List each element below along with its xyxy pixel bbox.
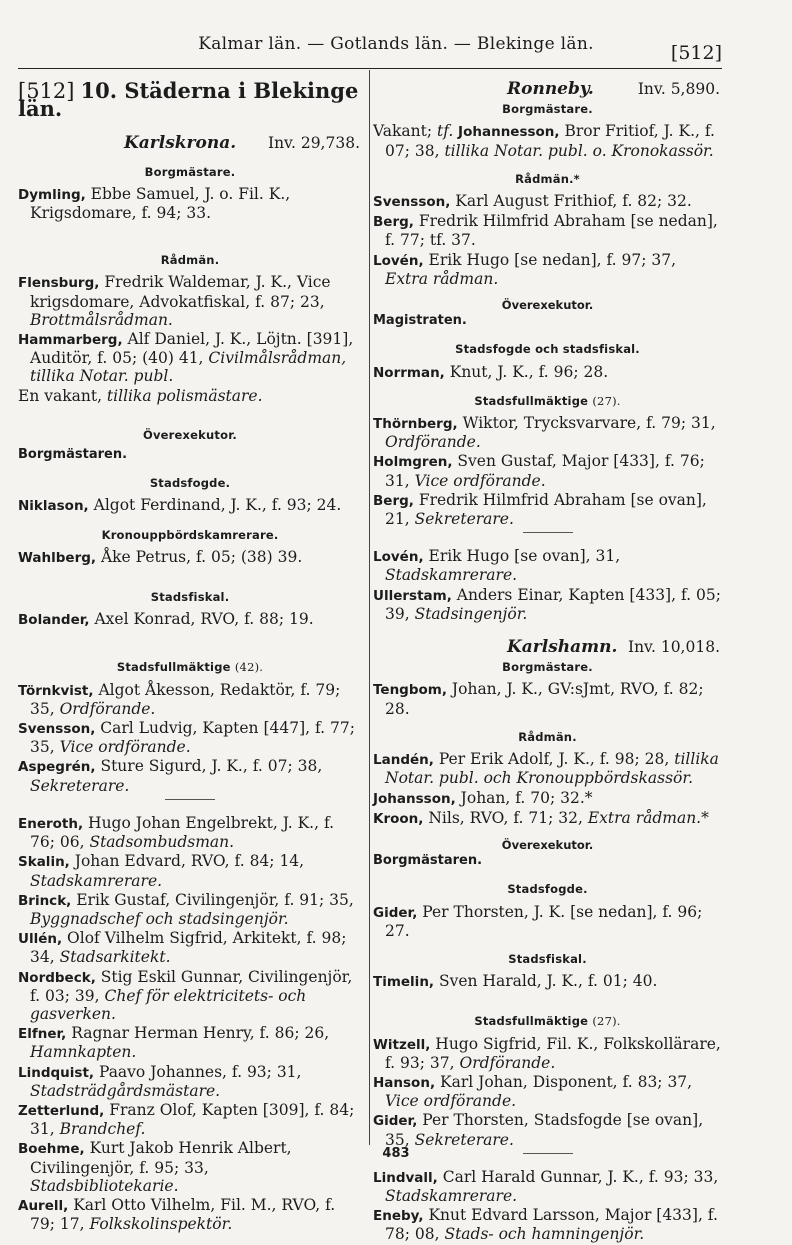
heading-stadsfullmaktige: Stadsfullmäktige (42). bbox=[116, 660, 264, 675]
heading-stadsfullmaktige: Stadsfullmäktige (27). bbox=[474, 393, 621, 408]
town-inv: Inv. 5,890. bbox=[637, 80, 720, 98]
overexekutor-value: Borgmästaren. bbox=[373, 853, 483, 869]
list-item: Vakant; tf. Johannesson, Bror Fritiof, J. K., f. 07; 38, tillika Notar. publ. o. Kronokassör. bbox=[373, 122, 715, 160]
list-item: Ullén, Olof Vilhelm Sigfrid, Arkitekt, f. 98; 34, Stadsarkitekt. bbox=[18, 929, 347, 967]
list-item: Brinck, Erik Gustaf, Civilingenjör, f. 91; 35, Byggnadschef och stadsingenjör. bbox=[18, 890, 354, 928]
list-item: Törnkvist, Algot Åkesson, Redaktör, f. 79; 35, Ordförande. bbox=[18, 680, 341, 718]
town-header-ronneby bbox=[373, 80, 722, 98]
heading-borgmastare: Borgmästare. bbox=[502, 102, 593, 117]
list-item: Berg, Fredrik Hilmfrid Abraham [se nedan], f. 77; tf. 37. bbox=[373, 212, 718, 250]
overexekutor-value: Magistraten. bbox=[373, 313, 467, 329]
town-name: Karlshamn. bbox=[507, 637, 618, 658]
list-item: Bolander, Axel Konrad, RVO, f. 88; 19. bbox=[18, 610, 314, 629]
list-item: Aspegrén, Sture Sigurd, J. K., f. 07; 38, Sekreterare. bbox=[18, 757, 323, 795]
heading-overexekutor: Överexekutor. bbox=[501, 837, 594, 852]
heading-stadsfogde: Stadsfogde. bbox=[149, 476, 231, 491]
list-item: Lovén, Erik Hugo [se nedan], f. 97; 37, Extra rådman. bbox=[373, 250, 677, 288]
right-column bbox=[373, 76, 722, 1245]
town-name: Karlskrona. bbox=[124, 133, 237, 154]
heading-stadsfogde: Stadsfogde och stadsfiskal. bbox=[455, 342, 640, 357]
overexekutor-value: Borgmästaren. bbox=[18, 447, 128, 463]
list-item: Svensson, Carl Ludvig, Kapten [447], f. 77; 35, Vice ordförande. bbox=[18, 719, 355, 757]
list-item: Landén, Per Erik Adolf, J. K., f. 98; 28, tillika Notar. publ. och Kronouppbördskassör. bbox=[373, 750, 719, 788]
page-number: 483 bbox=[382, 1146, 410, 1161]
list-item: Johansson, Johan, f. 70; 32.* bbox=[373, 788, 593, 807]
list-item: Hanson, Karl Johan, Disponent, f. 83; 37, Vice ordförande. bbox=[373, 1072, 693, 1111]
list-item: Nordbeck, Stig Eskil Gunnar, Civilingenjör, f. 03; 39, Chef för elektricitets- och gasverken. bbox=[18, 967, 353, 1023]
list-item: Niklason, Algot Ferdinand, J. K., f. 93; 24. bbox=[18, 496, 342, 515]
heading-stadsfiskal: Stadsfiskal. bbox=[508, 951, 587, 966]
town-header-karlskrona bbox=[18, 134, 362, 152]
list-item: En vakant, tillika polismästare. bbox=[18, 386, 263, 405]
divider bbox=[523, 532, 573, 533]
list-item: Gider, Per Thorsten, J. K. [se nedan], f. 96; 27. bbox=[373, 902, 703, 940]
list-item: Berg, Fredrik Hilmfrid Abraham [se ovan], 21, Sekreterare. bbox=[373, 490, 707, 529]
list-item: Boehme, Kurt Jakob Henrik Albert, Civilingenjör, f. 95; 33, Stadsbibliotekarie. bbox=[18, 1139, 292, 1195]
heading-overexekutor: Överexekutor. bbox=[143, 427, 237, 442]
town-name: Ronneby. bbox=[507, 79, 594, 99]
list-item: Norrman, Knut, J. K., f. 96; 28. bbox=[373, 362, 609, 381]
list-item: Thörnberg, Wiktor, Trycksvarvare, f. 79; 31, Ordförande. bbox=[373, 414, 716, 452]
section-title-text: 10. Städerna i Blekinge län. bbox=[18, 78, 359, 122]
header-rule bbox=[18, 68, 722, 69]
list-item: Ullerstam, Anders Einar, Kapten [433], f. 05; 39, Stadsingenjör. bbox=[373, 585, 721, 623]
heading-radman: Rådmän.* bbox=[515, 171, 580, 186]
running-head: Kalmar län. — Gotlands län. — Blekinge län. bbox=[198, 34, 594, 54]
divider bbox=[165, 799, 215, 800]
list-item: Kroon, Nils, RVO, f. 71; 32, Extra rådman.* bbox=[373, 808, 709, 827]
list-item: Eneby, Knut Edvard Larsson, Major [433], f. 78; 08, Stads- och hamningenjör. bbox=[373, 1206, 718, 1244]
heading-stadsfiskal: Stadsfiskal. bbox=[150, 590, 230, 605]
list-item: Holmgren, Sven Gustaf, Major [433], f. 76; 31, Vice ordförande. bbox=[373, 452, 705, 490]
heading-kronouppbord: Kronouppbördskamrerare. bbox=[101, 527, 279, 542]
list-item: Timelin, Sven Harald, J. K., f. 01; 40. bbox=[373, 972, 658, 991]
town-inv: Inv. 10,018. bbox=[627, 638, 720, 657]
town-header-karlshamn bbox=[373, 638, 722, 656]
list-item: Hammarberg, Alf Daniel, J. K., Löjtn. [391], Auditör, f. 05; (40) 41, Civilmålsrådman, tillika Notar. publ. bbox=[18, 330, 354, 386]
list-item: Aurell, Karl Otto Vilhelm, Fil. M., RVO, f. 79; 17, Folkskolinspektör. bbox=[18, 1195, 336, 1234]
list-item: Svensson, Karl August Frithiof, f. 82; 32. bbox=[373, 192, 692, 211]
section-title bbox=[18, 78, 362, 122]
heading-stadsfullmaktige: Stadsfullmäktige (27). bbox=[474, 1014, 621, 1029]
list-item: Flensburg, Fredrik Waldemar, J. K., Vice krigsdomare, Advokatfiskal, f. 87; 23, Brottmålsrådman. bbox=[18, 273, 331, 329]
list-item: Gider, Per Thorsten, Stadsfogde [se ovan], 35, Sekreterare. bbox=[373, 1111, 704, 1149]
list-item: Lovén, Erik Hugo [se ovan], 31, Stadskamrerare. bbox=[373, 547, 621, 585]
heading-radman: Rådmän. bbox=[518, 729, 577, 744]
heading-borgmastare: Borgmästare. bbox=[502, 660, 593, 675]
left-column bbox=[18, 76, 362, 1234]
list-item: Dymling, Ebbe Samuel, J. o. Fil. K., Krigsdomare, f. 94; 33. bbox=[18, 184, 291, 223]
heading-overexekutor: Överexekutor. bbox=[501, 298, 594, 313]
town-inv: Inv. 29,738. bbox=[267, 134, 360, 153]
list-item: Tengbom, Johan, J. K., GV:sJmt, RVO, f. 82; 28. bbox=[373, 680, 704, 718]
heading-borgmastare: Borgmästare. bbox=[144, 164, 236, 179]
list-item: Elfner, Ragnar Herman Henry, f. 86; 26, Hamnkapten. bbox=[18, 1024, 330, 1062]
heading-stadsfogde: Stadsfogde. bbox=[507, 882, 588, 897]
list-item: Witzell, Hugo Sigfrid, Fil. K., Folkskollärare, f. 93; 37, Ordförande. bbox=[373, 1034, 721, 1072]
heading-radman: Rådmän. bbox=[160, 253, 220, 268]
list-item: Wahlberg, Åke Petrus, f. 05; (38) 39. bbox=[18, 547, 303, 566]
list-item: Lindvall, Carl Harald Gunnar, J. K., f. 93; 33, Stadskamrerare. bbox=[373, 1167, 719, 1205]
page-code: [512] bbox=[670, 42, 722, 64]
list-item: Eneroth, Hugo Johan Engelbrekt, J. K., f. 76; 06, Stadsombudsman. bbox=[18, 813, 335, 852]
list-item: Lindquist, Paavo Johannes, f. 93; 31, Stadsträdgårdsmästare. bbox=[18, 1062, 302, 1100]
list-item: Zetterlund, Franz Olof, Kapten [309], f. 84; 31, Brandchef. bbox=[18, 1100, 355, 1139]
column-divider bbox=[369, 70, 370, 1145]
list-item: Skalin, Johan Edvard, RVO, f. 84; 14, Stadskamrerare. bbox=[18, 852, 305, 890]
section-code: [512] bbox=[18, 79, 75, 103]
